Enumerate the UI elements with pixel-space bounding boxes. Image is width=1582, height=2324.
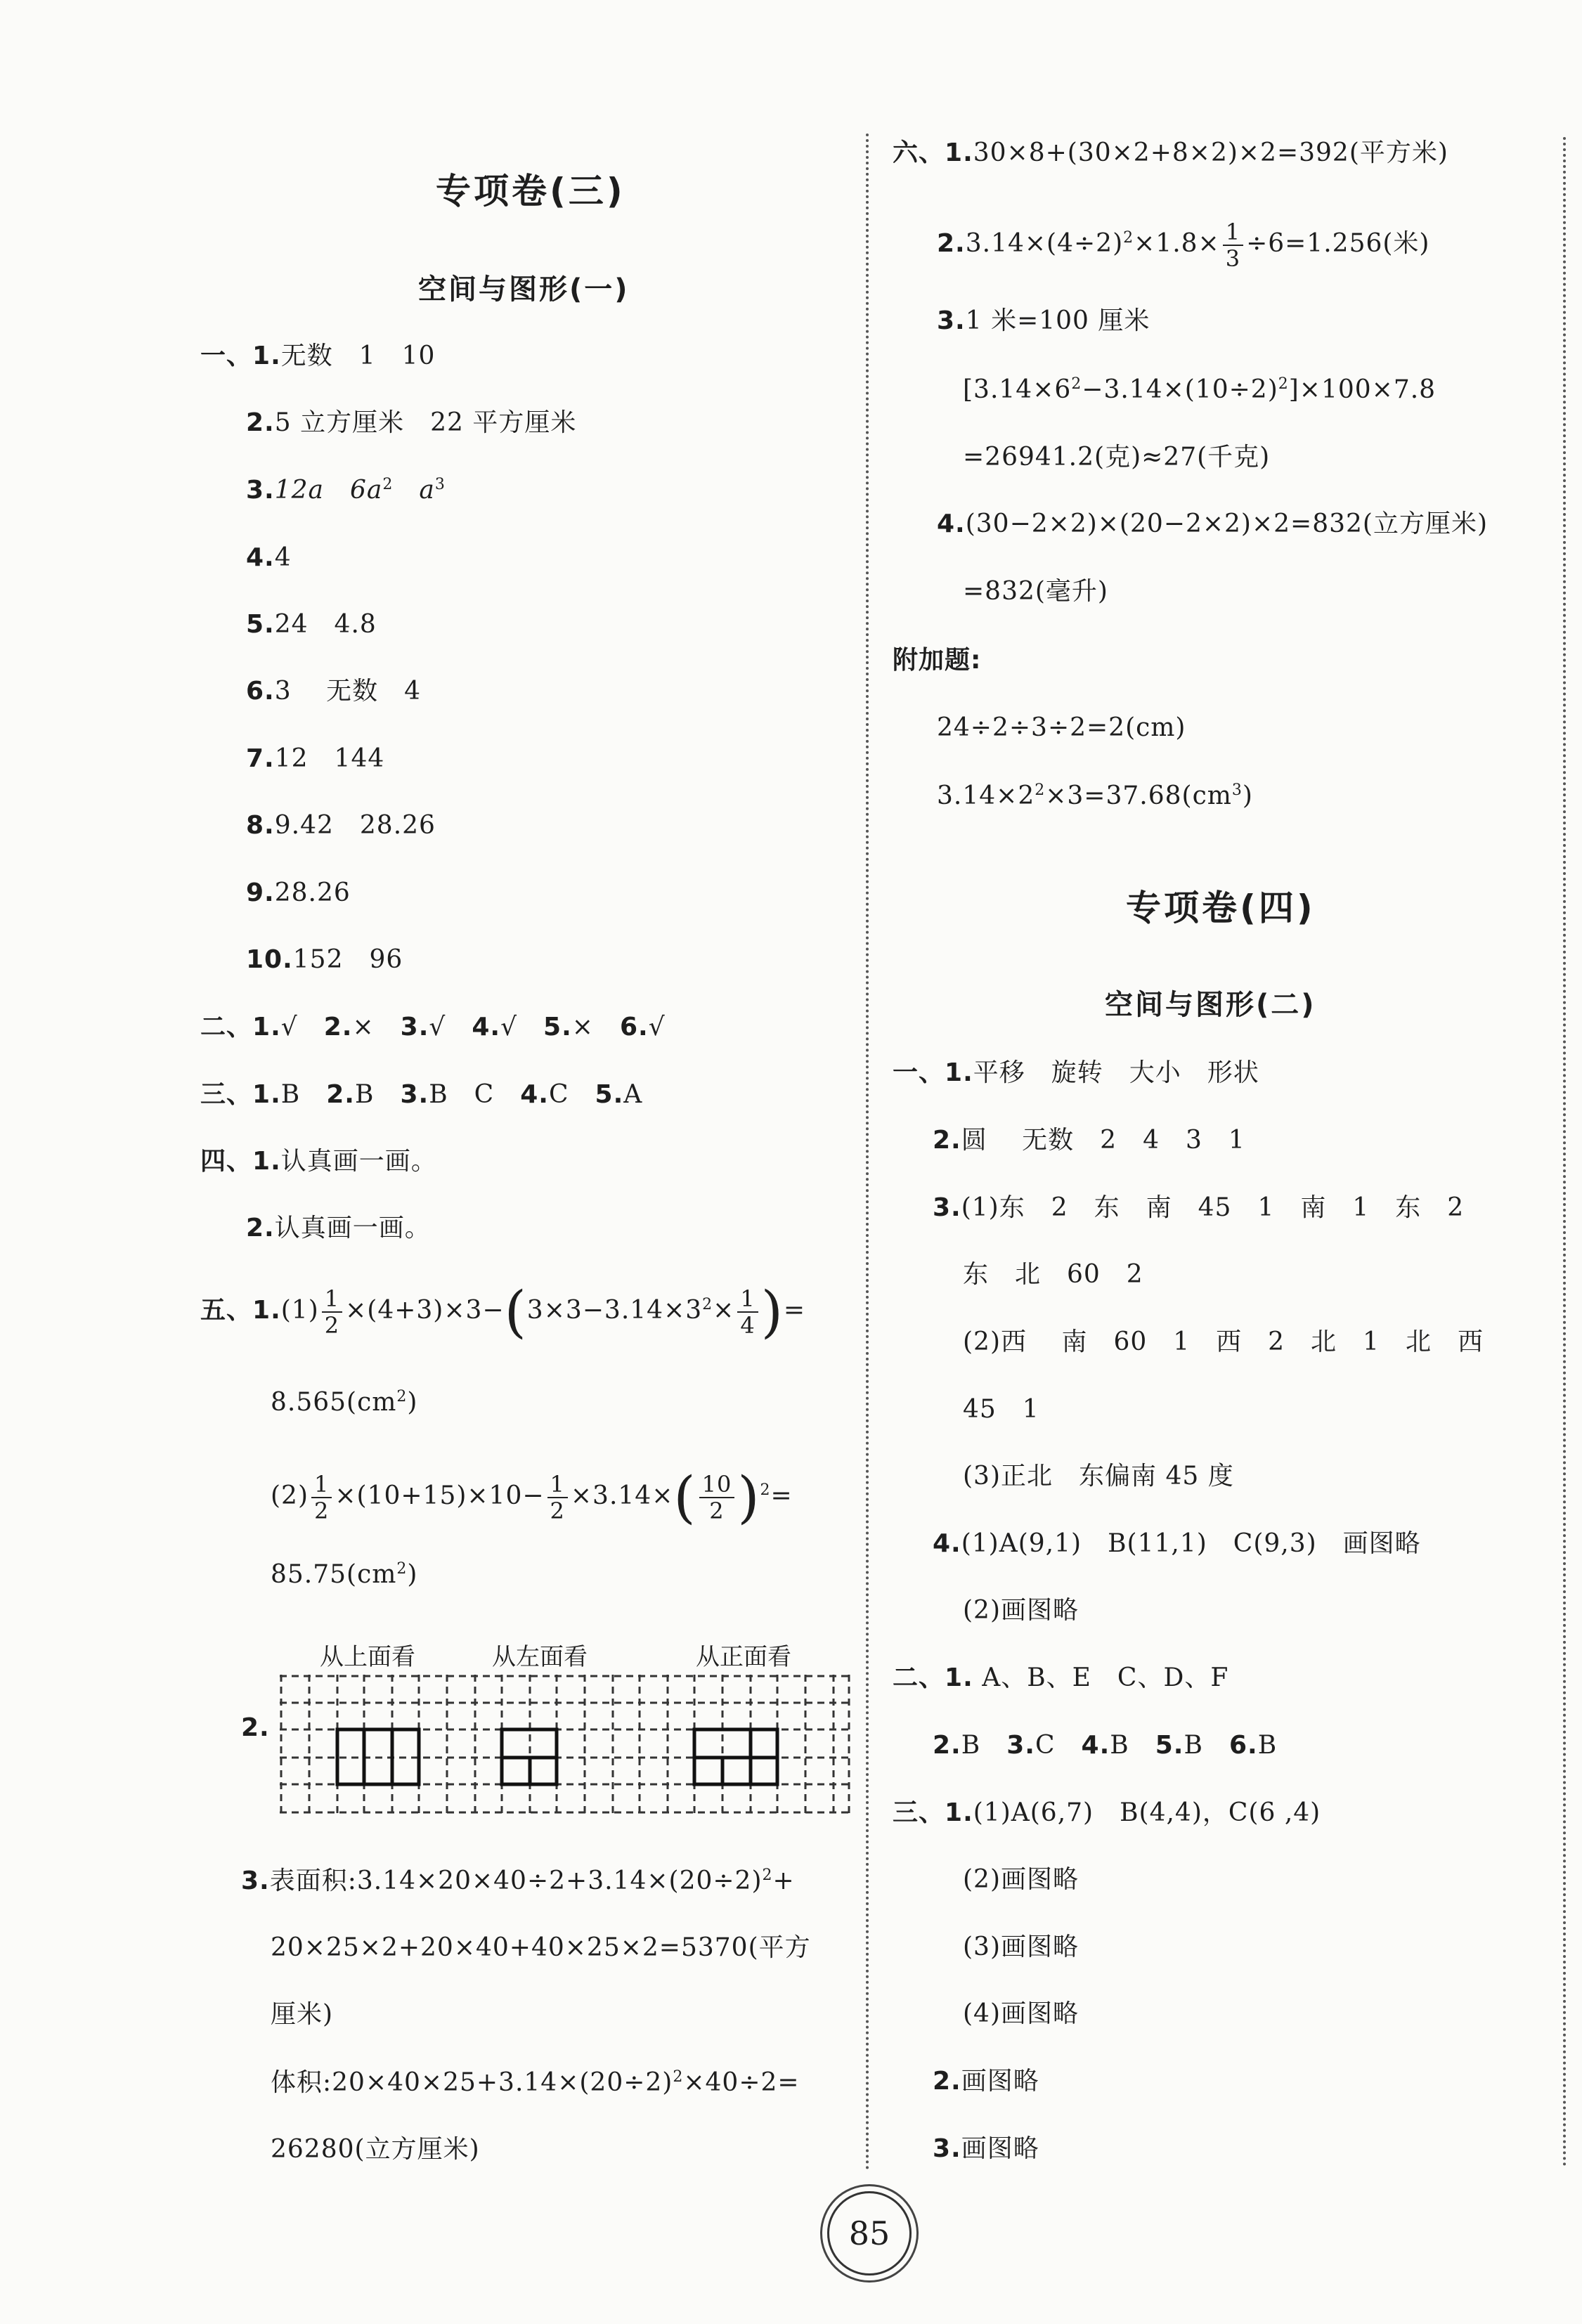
right-s1-line: 东 北 60 2 <box>963 1260 1143 1289</box>
left-subtitle: 空间与图形(一) <box>418 273 630 306</box>
view-label-left: 从左面看 <box>492 1643 588 1671</box>
right-s3-line: (3)画图略 <box>963 1933 1079 1961</box>
right-s3-line: 三、1.(1)A(6,7) B(4,4)，C(6 ,4) <box>893 1798 1321 1827</box>
right-s6-line: =832(毫升) <box>963 577 1108 606</box>
left-s1-item: 5.24 4.8 <box>246 610 377 639</box>
view-label-top: 从上面看 <box>320 1643 415 1671</box>
left-s1-item: 2.5 立方厘米 22 平方厘米 <box>246 408 577 437</box>
left-s5-volume-line: 体积$:20\times 40\times 25+3.14\times(20\div 2)^2\times 40\div 2=$ <box>271 2068 800 2097</box>
left-title: 专项卷(三) <box>436 171 625 212</box>
left-s5-result-2: $85.75(cm^2)$ <box>271 1560 418 1589</box>
left-s1-item: 4.4 <box>246 543 292 572</box>
left-s5-area-line: 20×25×2+20×40+40×25×2=5370(平方 <box>271 1933 811 1962</box>
right-title: 专项卷(四) <box>1126 888 1316 928</box>
right-s6-line: 六、1.30×8+(30×2+8×2)×2=392(平方米) <box>893 138 1448 167</box>
right-s1-line: (3)正北 东偏南 45 度 <box>963 1462 1234 1491</box>
left-s5-result-1: $8.565(cm^2)$ <box>271 1388 418 1417</box>
right-s1-line: 一、1.平移 旋转 大小 形状 <box>893 1058 1259 1087</box>
right-s1-line: 2.圆 无数 2 4 3 1 <box>933 1126 1245 1155</box>
three-views-grid <box>280 1675 850 1815</box>
extra-line: $3.14\times 2^2\times 3=37.68(cm^3)$ <box>937 781 1253 810</box>
left-s5-area-line: 厘米) <box>271 2000 334 2029</box>
right-s2-line: 2.B 3.C 4.B 5.B 6.B <box>933 1731 1278 1760</box>
left-s5-formula-1: 五、1.(1) $\frac{1}{2}$ $\times(4+3)\times 3-(3\times 3-3.14\times 3^2\times$ $\frac{1}{4}$ )= <box>200 1279 806 1344</box>
column-separator <box>866 134 869 2172</box>
right-s1-line: 4.(1)A(9,1) B(11,1) C(9,3) 画图略 <box>933 1529 1421 1558</box>
left-s2-line: 二、1.√ 2.× 3.√ 4.√ 5.× 6.√ <box>200 1013 666 1041</box>
right-s3-line: 3.画图略 <box>933 2134 1039 2163</box>
left-s4-line: 2.认真画一画。 <box>246 1214 431 1242</box>
right-s1-line: 45 1 <box>963 1395 1039 1424</box>
front-view-shape <box>694 1729 777 1784</box>
right-s2-line: 二、1. A、B、E C、D、F <box>893 1663 1229 1692</box>
right-s6-line: 3.1 米=100 厘米 <box>937 306 1150 335</box>
left-s1-item: 3.12a $6a^2$ $a^3$ <box>246 476 446 505</box>
extra-line: 24÷2÷3÷2=2(cm) <box>937 713 1186 742</box>
right-s6-line: =26941.2(克)≈27(千克) <box>963 443 1271 472</box>
left-s4-line: 四、1.认真画一画。 <box>200 1147 437 1176</box>
right-s6-line: $2.3.14\times(4\div 2)^2\times 1.8\times$ $\frac{1}{3}$ ÷6=1.256(米) <box>937 219 1430 272</box>
right-s6-line: 4.(30−2×2)×(20−2×2)×2=832(立方厘米) <box>937 509 1489 538</box>
left-s5-volume-line: 26280(立方厘米) <box>271 2135 480 2164</box>
right-s1-line: (2)西 南 60 1 西 2 北 1 北 西 <box>963 1327 1484 1356</box>
right-s1-line: 3.(1)东 2 东 南 45 1 南 1 东 2 <box>933 1193 1465 1222</box>
page-number: 85 <box>827 2191 912 2276</box>
left-s5-area-line: 3.表面积$:3.14\times 20\times 40\div 2+3.14\times(20\div 2)^2+$ <box>241 1867 795 1895</box>
left-s1-item: 10.152 96 <box>246 945 403 974</box>
right-s3-line: 2.画图略 <box>933 2067 1039 2096</box>
view-label-front: 从正面看 <box>696 1643 791 1671</box>
left-s1-item: 6.3 无数 4 <box>246 677 421 706</box>
right-edge-separator <box>1563 137 1566 2168</box>
right-s3-line: (4)画图略 <box>963 1999 1079 2028</box>
right-s6-line: $[3.14\times 6^2-3.14\times(10\div 2)^2]\times 100\times 7.8$ <box>963 375 1437 404</box>
extra-title: 附加题: <box>893 646 982 675</box>
right-subtitle: 空间与图形(二) <box>1105 989 1316 1021</box>
left-s1-item: 一、1.无数 1 10 <box>200 342 436 370</box>
right-s3-line: (2)画图略 <box>963 1865 1079 1894</box>
left-s5-item2-number: 2. <box>241 1713 270 1742</box>
right-s1-line: (2)画图略 <box>963 1596 1079 1625</box>
left-s3-line: 三、1.B 2.B 3.B C 4.C 5.A <box>200 1080 643 1109</box>
left-s1-item: 9.28.26 <box>246 878 351 907</box>
left-s1-item: 8.9.42 28.26 <box>246 811 436 840</box>
left-s1-item: 7.12 144 <box>246 744 385 773</box>
left-s5-formula-2: (2) $\frac{1}{2}$ ×(10+15)×10− $\frac{1}{2}$ ×3.14×( $\frac{10}{2}$ )$^2$= <box>271 1465 793 1530</box>
